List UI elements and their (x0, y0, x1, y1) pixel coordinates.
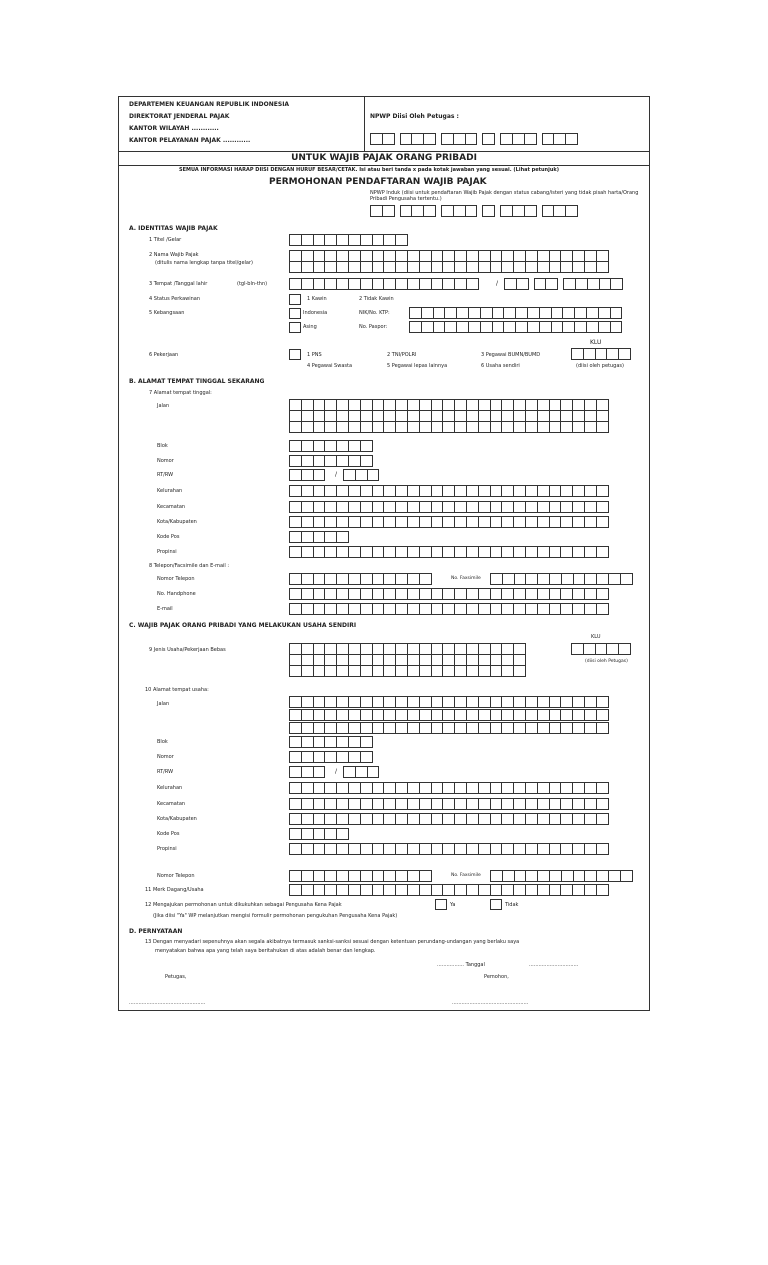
klu-boxes-c[interactable] (571, 643, 630, 655)
passport-label: No. Paspor: (359, 324, 388, 330)
address-rtrw-label: RT/RW (157, 472, 174, 478)
mobile-boxes[interactable] (289, 588, 608, 600)
nationality-foreign-checkbox[interactable] (289, 322, 301, 333)
address-city-label: Kota/Kabupaten (157, 519, 197, 525)
job-option-5: 5 Pegawai lepas lainnya (387, 363, 448, 369)
field-birth-label: 3 Tempat /Tanggal lahir (149, 281, 208, 287)
biz-postcode-boxes[interactable] (289, 828, 348, 840)
klu-note-c: (diisi oleh Petugas) (585, 659, 628, 664)
pkp-note: (Jika diisi "Ya" WP melanjutkan mengisi formulir permohonan pengukuhan Pengusaha Kena Pajak) (153, 913, 398, 919)
address-number-label: Nomor (157, 458, 174, 464)
address-street-row3[interactable] (289, 421, 608, 433)
pkp-no-label: Tidak (505, 902, 519, 908)
job-checkbox[interactable] (289, 349, 301, 360)
biz-rw-boxes[interactable] (343, 766, 378, 778)
statement-line-1: 13 Dengan menyadari sepenuhnya akan segala akibatnya termasuk sanksi-sanksi sesuai dengan ketentuan perundang-undangan yang berlaku saya (145, 939, 520, 945)
biz-number-boxes[interactable] (289, 751, 372, 763)
job-option-3: 3 Pegawai BUMN/BUMD (481, 352, 541, 358)
biz-phone-boxes[interactable] (289, 870, 431, 882)
trademark-boxes[interactable] (289, 884, 608, 896)
passport-boxes[interactable] (409, 321, 621, 333)
officer-signature-line[interactable]: ................................................ (129, 1000, 206, 1006)
biz-street-label: Jalan (157, 701, 170, 707)
klu-boxes-a[interactable] (571, 348, 630, 360)
directorate-name: DIREKTORAT JENDERAL PAJAK (129, 113, 230, 120)
biz-street-row3[interactable] (289, 722, 608, 734)
pkp-no-checkbox[interactable] (490, 899, 502, 910)
form-subtitle: PERMOHONAN PENDAFTARAN WAJIB PAJAK (269, 177, 487, 187)
statement-line-2: menyatakan bahwa apa yang telah saya beritahukan di atas adalah benar dan lengkap. (155, 948, 376, 954)
job-option-6: 6 Usaha sendiri (481, 363, 520, 369)
marital-checkbox[interactable] (289, 294, 301, 305)
biz-block-boxes[interactable] (289, 736, 372, 748)
klu-label-a: KLU (590, 339, 602, 346)
field-nationality-label: 5 Kebangsaan (149, 310, 185, 316)
address-number-boxes[interactable] (289, 455, 372, 467)
field-contact-label: 8 Telepon/Facsimile dan E-mail : (149, 563, 230, 569)
npwp-officer-boxes[interactable] (370, 133, 577, 145)
pkp-yes-label: Ya (450, 902, 456, 908)
klu-note-a: (diisi oleh petugas) (576, 363, 624, 369)
field-marital-label: 4 Status Perkawinan (149, 296, 201, 302)
field-title-boxes[interactable] (289, 234, 407, 246)
biz-phone-label: Nomor Telepon (157, 873, 195, 879)
section-c-title: C. WAJIB PAJAK ORANG PRIBADI YANG MELAKUKAN USAHA SENDIRI (129, 622, 357, 629)
phone-label: Nomor Telepon (157, 576, 195, 582)
field-address-label: 7 Alamat tempat tinggal: (149, 390, 212, 396)
address-rw-boxes[interactable] (343, 469, 378, 481)
job-option-4: 4 Pegawai Swasta (307, 363, 353, 369)
biz-city-boxes[interactable] (289, 813, 608, 825)
nik-label: NIK/No. KTP: (359, 310, 390, 316)
address-city-boxes[interactable] (289, 516, 608, 528)
npwp-induk-boxes[interactable] (370, 205, 577, 217)
biz-kecamatan-boxes[interactable] (289, 798, 608, 810)
fax-label: No. Faxsimile (451, 576, 481, 581)
form-title: UNTUK WAJIB PAJAK ORANG PRIBADI (119, 152, 649, 166)
biz-province-boxes[interactable] (289, 843, 608, 855)
field-title-label: 1 Titel /Gelar (149, 237, 182, 243)
biz-kelurahan-boxes[interactable] (289, 782, 608, 794)
dept-name: DEPARTEMEN KEUANGAN REPUBLIK INDONESIA (129, 101, 290, 108)
biz-rtrw-label: RT/RW (157, 769, 174, 775)
address-province-boxes[interactable] (289, 546, 608, 558)
npwp-label: NPWP Diisi Oleh Petugas : (370, 113, 459, 120)
address-kecamatan-label: Kecamatan (157, 504, 186, 510)
biz-fax-label: No. Faxsimile (451, 873, 481, 878)
applicant-signature-line[interactable]: ................................................ (452, 1000, 529, 1006)
biz-street-row2[interactable] (289, 709, 608, 721)
address-block-boxes[interactable] (289, 440, 372, 452)
pkp-yes-checkbox[interactable] (435, 899, 447, 910)
npwp-induk-note: NPWP Induk (diisi untuk pendaftaran Wajib Pajak dengan status cabang/isteri yang tidak pisah harta/Orang Pribadi Pengusaha tertentu.) (370, 190, 639, 202)
address-rt-boxes[interactable] (289, 469, 324, 481)
phone-boxes[interactable] (289, 573, 431, 585)
address-postcode-boxes[interactable] (289, 531, 348, 543)
applicant-label: Pemohon, (484, 974, 509, 980)
service-office: KANTOR PELAYANAN PAJAK ............ (129, 137, 251, 144)
mobile-label: No. Handphone (157, 591, 196, 597)
klu-label-c: KLU (591, 634, 601, 640)
field-business-type-label: 9 Jenis Usaha/Pekerjaan Bebas (149, 647, 226, 653)
biz-kelurahan-label: Kelurahan (157, 785, 183, 791)
regional-office: KANTOR WILAYAH ............ (129, 125, 219, 132)
place-date-label: ................. Tanggal (437, 962, 485, 968)
job-option-1: 1 PNS (307, 352, 322, 358)
biz-block-label: Blok (157, 739, 168, 745)
field-name-boxes-row2[interactable] (289, 261, 608, 273)
biz-kecamatan-label: Kecamatan (157, 801, 186, 807)
date-line[interactable]: ............................... (529, 962, 579, 968)
biz-street-row1[interactable] (289, 696, 608, 708)
field-trademark-label: 11 Merk Dagang/Usaha (145, 887, 204, 893)
field-birth-date-boxes[interactable] (504, 278, 622, 290)
biz-fax-boxes[interactable] (490, 870, 632, 882)
nationality-foreign-label: Asing (303, 324, 317, 330)
field-job-label: 6 Pekerjaan (149, 352, 179, 358)
biz-number-label: Nomor (157, 754, 174, 760)
nationality-indonesia-checkbox[interactable] (289, 308, 301, 319)
address-kelurahan-boxes[interactable] (289, 485, 608, 497)
field-birth-place-boxes[interactable] (289, 278, 478, 290)
address-kelurahan-label: Kelurahan (157, 488, 183, 494)
job-option-2: 2 TNI/POLRI (387, 352, 417, 358)
tax-registration-form: DEPARTEMEN KEUANGAN REPUBLIK INDONESIA DIREKTORAT JENDERAL PAJAK KANTOR WILAYAH ............ KANTOR PELAYANAN PAJAK ............ NPWP Diisi Oleh Petugas : UNTUK WAJIB PAJAK ORANG PRIBADI SEMUA INFORMASI HARAP DIISI DENGAN HURUF BESAR/CETAK. Isi atau beri tanda x pada kotak jawaban yang sesuai. (Lihat petunjuk) PERMOHONAN PENDAFTARAN WAJIB PAJAK NPWP Induk (diisi untuk pendaftaran Wajib Pajak dengan status cabang/isteri yang tidak pisah harta/Orang Pribadi Pengusaha tertentu.) A. IDENTITAS WAJIB PAJAK 1 Titel /Gelar 2 Nama Wajib Pajak (ditulis nama lengkap tanpa titel/gelar) 3 Tempat /Tanggal lahir (tgl-bln-thn) / 4 Status Perkawinan 1 Kawin 2 Tidak Kawin 5 Kebangsaan Indonesia NIK/No. KTP: Asing No. Paspor: KLU 6 Pekerjaan 1 PNS 2 TNI/POLRI 3 Pegawai BUMN/BUMD 4 Pegawai Swasta 5 Pegawai lepas lainnya 6 Usaha sendiri (diisi oleh petugas) B. ALAMAT TEMPAT TINGGAL SEKARANG 7 Alamat tempat tinggal: Jalan Blok Nomor RT/RW / Kelurahan Kecamatan Kota/Kabupaten Kode Pos Propinsi 8 Telepon/Facsimile dan E-mail : Nomor Telepon No. Faxsimile No. Handphone E-mail C. WAJIB PAJAK ORANG PRIBADI YANG MELAKUKAN USAHA SENDIRI KLU 9 Jenis Usaha/Pekerjaan Bebas (diisi oleh Petugas) 10 Alamat tempat usaha: Jalan Blok Nomor RT/RW / Kelurahan Kecamatan Kota/Kabupaten Kode Pos Propinsi Nomor Telepon No. Faxsimile 11 Merk Dagang/Usaha 12 Mengajukan permohonan untuk dikukuhkan sebagai Pengusaha Kena Pajak Ya Tidak (Jika diisi "Ya" WP melanjutkan mengisi formulir permohonan pengukuhan Pengusaha Kena Pajak) D. PERNYATAAN 13 Dengan menyadari sepenuhnya akan segala akibatnya termasuk sanksi-sanksi sesuai dengan ketentuan perundang-undangan yang berlaku saya menyatakan bahwa apa yang telah saya beritahukan di atas adalah benar dan lengkap. ................. Tanggal ............................... Petugas, Pemohon, ................................................ ................................................ (118, 96, 650, 1011)
form-header (119, 97, 649, 152)
marital-option-1: 1 Kawin (307, 296, 327, 302)
field-name-label: 2 Nama Wajib Pajak (149, 252, 199, 258)
biz-rt-boxes[interactable] (289, 766, 324, 778)
officer-label: Petugas, (165, 974, 187, 980)
field-business-address-label: 10 Alamat tempat usaha: (145, 687, 209, 693)
biz-postcode-label: Kode Pos (157, 831, 180, 837)
address-postcode-label: Kode Pos (157, 534, 180, 540)
fax-boxes[interactable] (490, 573, 632, 585)
email-boxes[interactable] (289, 603, 608, 615)
section-a-title: A. IDENTITAS WAJIB PAJAK (129, 225, 218, 232)
business-type-row3[interactable] (289, 665, 525, 677)
address-kecamatan-boxes[interactable] (289, 501, 608, 513)
field-pkp-label: 12 Mengajukan permohonan untuk dikukuhkan sebagai Pengusaha Kena Pajak (145, 902, 342, 908)
address-block-label: Blok (157, 443, 168, 449)
address-province-label: Propinsi (157, 549, 177, 555)
field-birth-note: (tgl-bln-thn) (237, 281, 268, 287)
instruction-text: SEMUA INFORMASI HARAP DIISI DENGAN HURUF BESAR/CETAK. Isi atau beri tanda x pada kotak jawaban yang sesuai. (Lihat petunjuk) (179, 167, 559, 173)
marital-option-2: 2 Tidak Kawin (359, 296, 394, 302)
biz-city-label: Kota/Kabupaten (157, 816, 197, 822)
biz-province-label: Propinsi (157, 846, 177, 852)
section-b-title: B. ALAMAT TEMPAT TINGGAL SEKARANG (129, 378, 265, 385)
address-street-label: Jalan (157, 403, 170, 409)
field-name-note: (ditulis nama lengkap tanpa titel/gelar) (155, 260, 254, 266)
email-label: E-mail (157, 606, 173, 612)
nationality-indonesia-label: Indonesia (303, 310, 328, 316)
section-d-title: D. PERNYATAAN (129, 928, 183, 935)
nik-boxes[interactable] (409, 307, 621, 319)
